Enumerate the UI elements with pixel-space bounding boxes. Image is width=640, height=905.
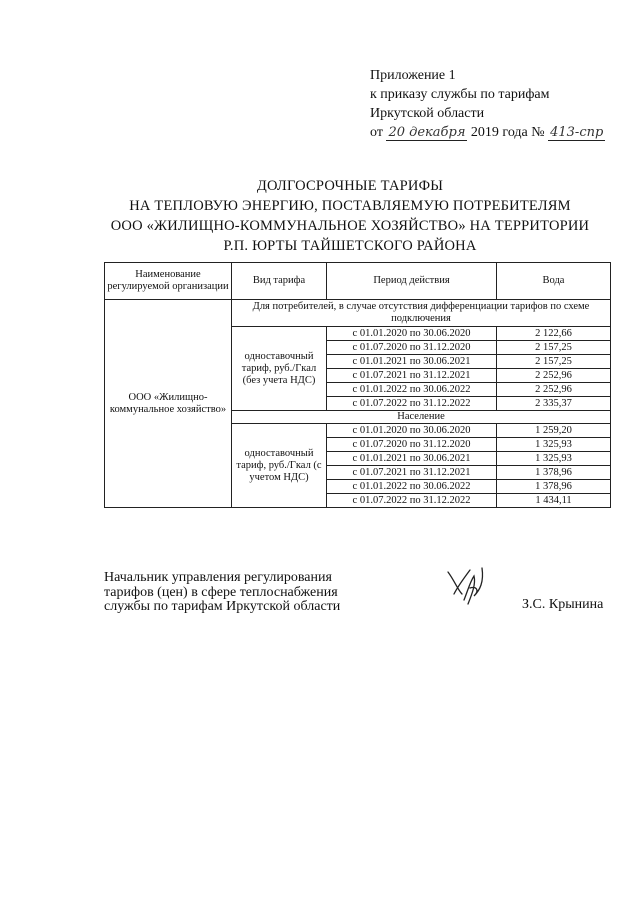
footer-line-3: службы по тарифам Иркутской области <box>104 599 341 614</box>
table-row-value: 1 325,93 <box>497 452 611 466</box>
handwritten-signature-icon <box>440 560 500 610</box>
org-name-cell: ООО «Жилищно-коммунальное хозяйство» <box>105 300 232 508</box>
table-row-period: с 01.01.2021 по 30.06.2021 <box>327 355 497 369</box>
signer-name: З.С. Крынина <box>522 597 604 612</box>
title-line-3: ООО «ЖИЛИЩНО-КОММУНАЛЬНОЕ ХОЗЯЙСТВО» НА ТЕРРИТОРИИ <box>110 218 590 234</box>
table-row-period: с 01.07.2022 по 31.12.2022 <box>327 494 497 508</box>
appendix-block <box>370 66 605 142</box>
header-period: Период действия <box>327 263 497 300</box>
table-row-period: с 01.01.2022 по 30.06.2022 <box>327 383 497 397</box>
table-row-value: 2 157,25 <box>497 355 611 369</box>
table-row-value: 1 325,93 <box>497 438 611 452</box>
document-title <box>90 176 610 256</box>
table-row-period: с 01.07.2022 по 31.12.2022 <box>327 397 497 411</box>
group1-label: Для потребителей, в случае отсутствия дифференциации тарифов по схеме подключения <box>232 300 611 327</box>
appendix-line-3: Иркутской области <box>370 106 485 121</box>
table-row-value: 1 378,96 <box>497 480 611 494</box>
table-row-period: с 01.01.2020 по 30.06.2020 <box>327 327 497 341</box>
appendix-year: 2019 года № <box>470 125 545 140</box>
appendix-line-1: Приложение 1 <box>370 68 456 83</box>
footer-line-2: тарифов (цен) в сфере теплоснабжения <box>104 584 338 600</box>
table-row-period: с 01.01.2021 по 30.06.2021 <box>327 452 497 466</box>
table-row-period: с 01.07.2021 по 31.12.2021 <box>327 369 497 383</box>
title-line-4: Р.П. ЮРТЫ ТАЙШЕТСКОГО РАЙОНА <box>223 238 477 254</box>
footer-position <box>104 571 340 615</box>
table-row-value: 1 259,20 <box>497 424 611 438</box>
table-row-value: 1 434,11 <box>497 494 611 508</box>
table-row-period: с 01.01.2022 по 30.06.2022 <box>327 480 497 494</box>
table-row-value: 1 378,96 <box>497 466 611 480</box>
footer-line-1: Начальник управления регулирования <box>104 570 332 585</box>
group2-label: Население <box>232 411 611 424</box>
table-row-value: 2 122,66 <box>497 327 611 341</box>
group1-tariff-type: одноставочный тариф, руб./Гкал (без учета НДС) <box>232 327 327 411</box>
appendix-prefix: от <box>370 125 383 140</box>
table-row-value: 2 252,96 <box>497 369 611 383</box>
table-row-period: с 01.01.2020 по 30.06.2020 <box>327 424 497 438</box>
header-tariff-type: Вид тарифа <box>232 263 327 300</box>
tariff-table <box>104 262 611 508</box>
title-line-2: НА ТЕПЛОВУЮ ЭНЕРГИЮ, ПОСТАВЛЯЕМУЮ ПОТРЕБИТЕЛЯМ <box>129 198 571 214</box>
table-row-period: с 01.07.2020 по 31.12.2020 <box>327 341 497 355</box>
table-row-value: 2 252,96 <box>497 383 611 397</box>
handwritten-number: 413-спр <box>550 125 604 140</box>
table-row-period: с 01.07.2020 по 31.12.2020 <box>327 438 497 452</box>
table-row-value: 2 335,37 <box>497 397 611 411</box>
group2-tariff-type: одноставочный тариф, руб./Гкал (с учетом НДС) <box>232 424 327 508</box>
appendix-line-2: к приказу службы по тарифам <box>370 87 550 102</box>
header-water: Вода <box>497 263 611 300</box>
appendix-date-line <box>370 123 605 142</box>
handwritten-date: 20 декабря <box>388 125 466 140</box>
title-line-1: ДОЛГОСРОЧНЫЕ ТАРИФЫ <box>256 178 444 194</box>
table-row-period: с 01.07.2021 по 31.12.2021 <box>327 466 497 480</box>
table-row-value: 2 157,25 <box>497 341 611 355</box>
header-org: Наименование регулируемой организации <box>105 263 232 300</box>
